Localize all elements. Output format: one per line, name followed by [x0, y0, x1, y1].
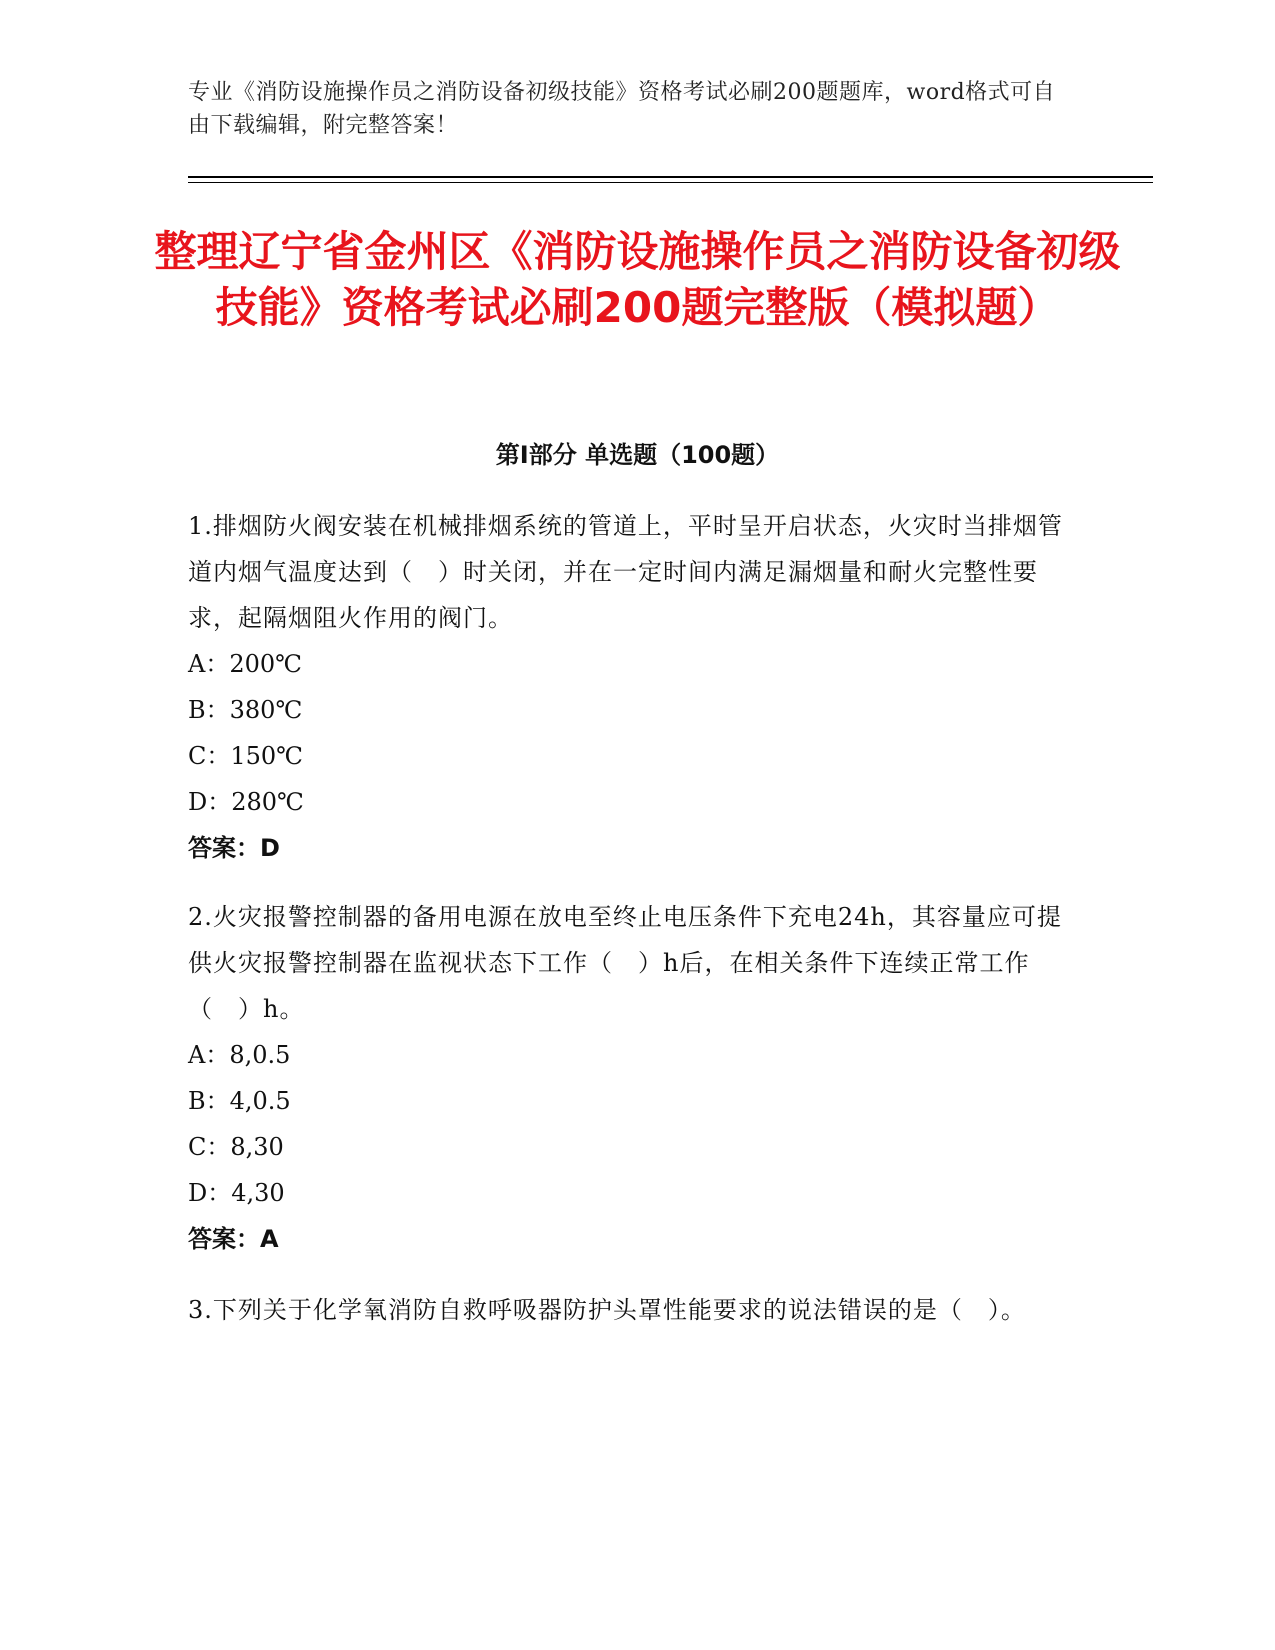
answer: 答案：D: [188, 834, 280, 862]
document-title: 整理辽宁省金州区《消防设施操作员之消防设备初级技能》资格考试必刷200题完整版（模拟题）: [154, 227, 1121, 332]
header-note: 专业《消防设施操作员之消防设备初级技能》资格考试必刷200题题库，word格式可自由下载编辑，附完整答案！: [188, 80, 1056, 138]
option-d: D：4,30: [188, 1179, 285, 1207]
question-1: [188, 503, 1078, 871]
option-c: C：8,30: [188, 1133, 284, 1161]
option-d: D：280℃: [188, 788, 304, 816]
header-rule-thin: [188, 182, 1153, 183]
section-title: 第I部分 单选题（100题）: [495, 441, 780, 469]
option-c: C：150℃: [188, 742, 304, 770]
header-rule-thick: [188, 176, 1153, 178]
answer: 答案：A: [188, 1225, 279, 1253]
question-stem: 3.下列关于化学氧消防自救呼吸器防护头罩性能要求的说法错误的是（ ）。: [188, 1296, 1026, 1324]
question-stem: 1.排烟防火阀安装在机械排烟系统的管道上，平时呈开启状态，火灾时当排烟管道内烟气温度达到（ ）时关闭，并在一定时间内满足漏烟量和耐火完整性要求，起隔烟阻火作用的阀门。: [188, 512, 1063, 632]
question-3: [188, 1287, 1078, 1333]
option-a: A：200℃: [188, 650, 302, 678]
option-b: B：380℃: [188, 696, 303, 724]
question-2: [188, 894, 1078, 1262]
option-b: B：4,0.5: [188, 1087, 291, 1115]
question-stem: 2.火灾报警控制器的备用电源在放电至终止电压条件下充电24h，其容量应可提供火灾报警控制器在监视状态下工作（ ）h后，在相关条件下连续正常工作（ ）h。: [188, 903, 1062, 1023]
option-a: A：8,0.5: [188, 1041, 291, 1069]
